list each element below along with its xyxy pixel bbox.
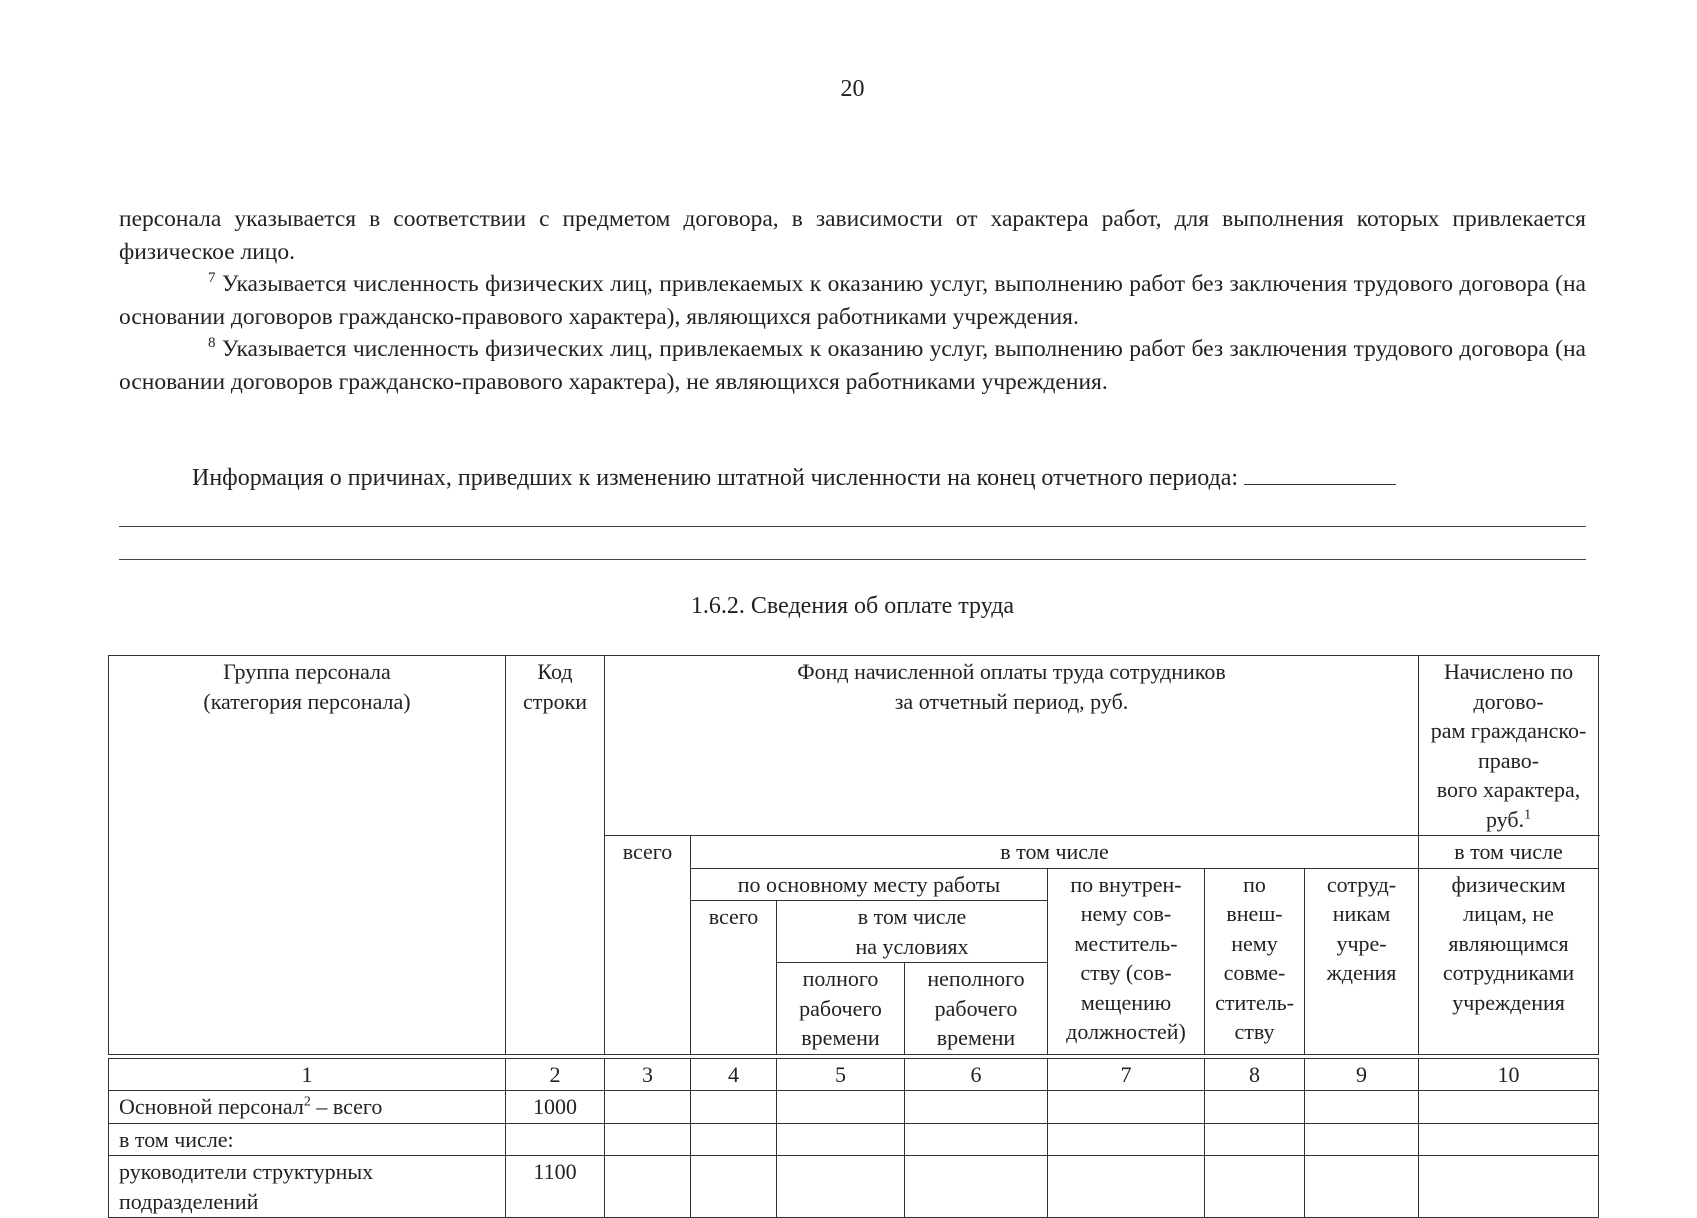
value-cell[interactable] (777, 1123, 905, 1156)
value-cell[interactable] (1205, 1156, 1305, 1218)
column-number: 4 (691, 1058, 777, 1091)
table-row (109, 1091, 1599, 1124)
value-cell[interactable] (1205, 1091, 1305, 1124)
value-cell[interactable] (1419, 1091, 1599, 1124)
section-title: 1.6.2. Сведения об оплате труда (690, 593, 1015, 619)
value-cell[interactable] (1205, 1123, 1305, 1156)
row-code: 1000 (506, 1091, 605, 1124)
header-row-1 (109, 656, 1599, 836)
column-number: 7 (1048, 1058, 1205, 1091)
footnote-7-text: Указывается численность физических лиц, привлекаемых к оказанию услуг, выполнению работ без заключения трудового договора (на основании договоров гражданско-правового характера), являющихся работниками учреждения. (119, 271, 1586, 330)
value-cell[interactable] (691, 1091, 777, 1124)
column-number: 2 (506, 1058, 605, 1091)
header-internal: по внутрен- нему сов- меститель- ству (сов- мещению должностей) (1048, 868, 1205, 1054)
staff-change-label: Информация о причинах, приведших к изменению штатной численности на конец отчетного периода: (192, 465, 1239, 491)
payroll-table (108, 655, 1599, 1218)
value-cell[interactable] (1305, 1123, 1419, 1156)
row-code: 1100 (506, 1156, 605, 1218)
value-cell[interactable] (1048, 1156, 1205, 1218)
header-accrued: Начислено по догово- рам гражданско-право- вого характера, руб.$^1$ (1419, 656, 1599, 836)
value-cell[interactable] (1419, 1123, 1599, 1156)
table-row (109, 1156, 1599, 1218)
footnote-7 (119, 268, 1586, 333)
header-total: всего (605, 836, 691, 1055)
fill-in-line-2[interactable] (119, 559, 1586, 560)
row-code (506, 1123, 605, 1156)
header-part-time: неполного рабочего времени (905, 963, 1048, 1055)
value-cell[interactable] (1419, 1156, 1599, 1218)
value-cell[interactable] (905, 1123, 1048, 1156)
row-label: Основной персонал$^2$ – всего (109, 1091, 506, 1124)
header-staff: сотруд- никам учре- ждения (1305, 868, 1419, 1054)
header-full-time: полного рабочего времени (777, 963, 905, 1055)
value-cell[interactable] (1305, 1091, 1419, 1124)
column-number: 10 (1419, 1058, 1599, 1091)
header-incl-2: в том числе (1419, 836, 1599, 869)
row-label: в том числе: (109, 1123, 506, 1156)
value-cell[interactable] (1305, 1156, 1419, 1218)
value-cell[interactable] (605, 1123, 691, 1156)
value-cell[interactable] (905, 1156, 1048, 1218)
header-total-main: всего (691, 901, 777, 1055)
value-cell[interactable] (777, 1156, 905, 1218)
column-number-row (109, 1058, 1599, 1091)
column-number: 3 (605, 1058, 691, 1091)
value-cell[interactable] (1048, 1123, 1205, 1156)
staff-change-info (192, 462, 1586, 494)
header-external: по внеш- нему совме- ститель- ству (1205, 868, 1305, 1054)
fill-in-line-1[interactable] (119, 526, 1586, 527)
table-row (109, 1123, 1599, 1156)
header-group: Группа персонала (категория персонала) (109, 656, 506, 1055)
footnote-continuation: персонала указывается в соответствии с предметом договора, в зависимости от характера работ, для выполнения которых привлекается физическое лицо. (119, 206, 1586, 265)
value-cell[interactable] (691, 1156, 777, 1218)
header-nonstaff: физическим лицам, не являющимся сотрудниками учреждения (1419, 868, 1599, 1054)
value-cell[interactable] (1048, 1091, 1205, 1124)
column-number: 6 (905, 1058, 1048, 1091)
column-number: 1 (109, 1058, 506, 1091)
column-number: 8 (1205, 1058, 1305, 1091)
value-cell[interactable] (777, 1091, 905, 1124)
header-incl: в том числе (691, 836, 1419, 869)
page-number: 20 (840, 76, 865, 102)
row-label: руководители структурных подразделений (109, 1156, 506, 1218)
value-cell[interactable] (605, 1091, 691, 1124)
header-fund: Фонд начисленной оплаты труда сотрудников за отчетный период, руб. (605, 656, 1419, 836)
column-number: 5 (777, 1058, 905, 1091)
staff-change-blank-field[interactable] (1244, 483, 1396, 485)
column-number: 9 (1305, 1058, 1419, 1091)
value-cell[interactable] (905, 1091, 1048, 1124)
footnote-8 (119, 333, 1586, 398)
header-main-place: по основному месту работы (691, 868, 1048, 901)
footnote-7-mark: 7 (208, 270, 216, 287)
footnote-8-text: Указывается численность физических лиц, привлекаемых к оказанию услуг, выполнению работ без заключения трудового договора (на основании договоров гражданско-правового характера), не являющихся работниками учреждения. (119, 336, 1586, 395)
footnote-8-mark: 8 (208, 335, 216, 352)
header-incl-conditions: в том числе на условиях (777, 901, 1048, 963)
value-cell[interactable] (691, 1123, 777, 1156)
header-code: Код строки (506, 656, 605, 1055)
value-cell[interactable] (605, 1156, 691, 1218)
